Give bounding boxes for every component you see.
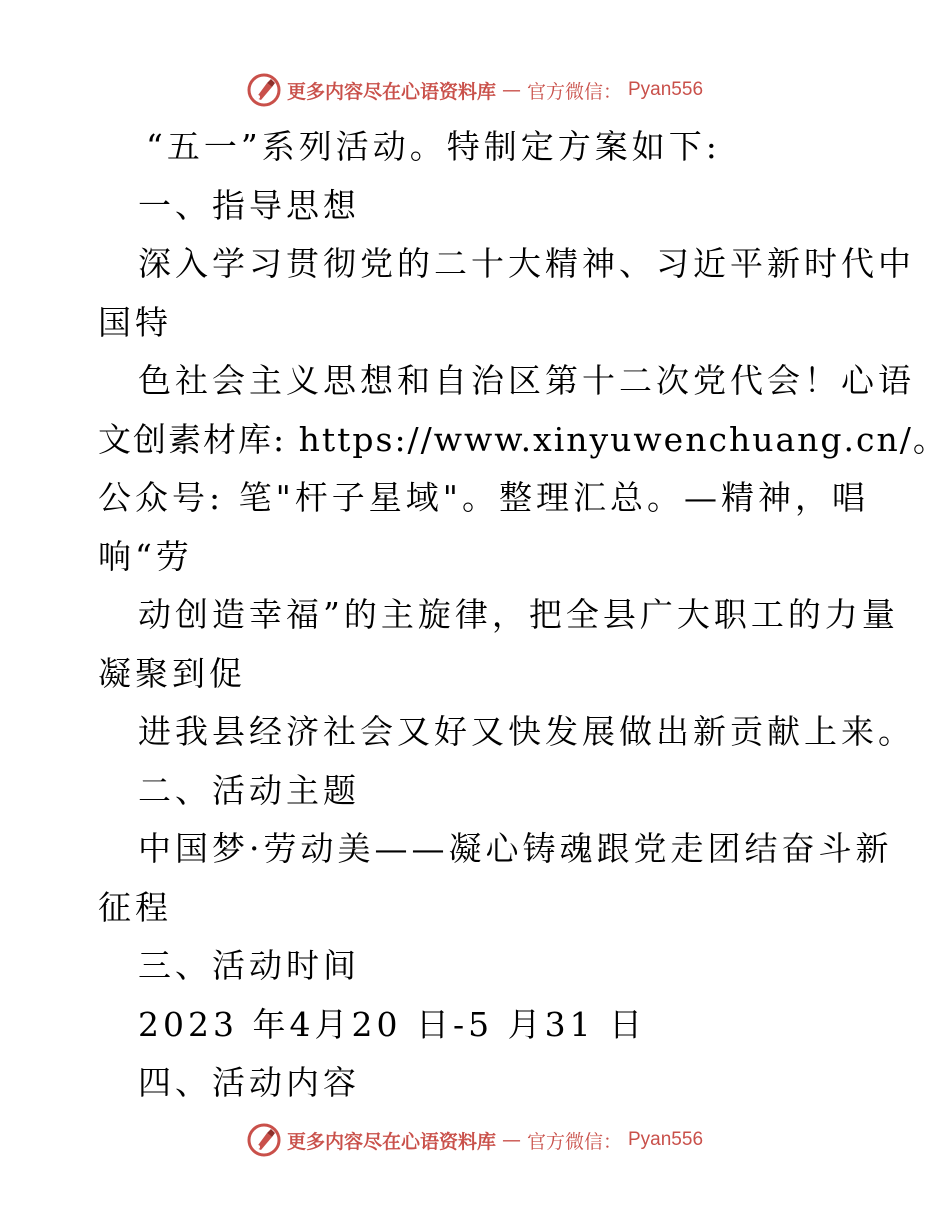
body-line: 征程 [98,887,172,927]
body-line: 响“劳 [98,536,193,576]
header-banner [0,70,950,110]
section-heading: 四、活动内容 [138,1063,360,1102]
document-body [98,118,948,1113]
body-line-date: 2023 年4月20 日-5 月31 日 [138,1004,647,1044]
section-heading: 一、指导思想 [138,185,360,225]
header-banner-wechat-id: Pyan556 [628,79,704,100]
footer-banner-wechat-id: Pyan556 [628,1129,704,1150]
header-banner-separator: — [501,79,521,101]
footer-banner-separator: — [501,1129,521,1151]
body-line: 中国梦·劳动美——凝心铸魂跟党走团结奋斗新 [138,829,893,868]
header-banner-content [247,73,703,107]
body-line: 国特 [98,302,172,342]
footer-banner [0,1120,950,1160]
body-line: 动创造幸福”的主旋律，把全县广大职工的力量 [138,595,899,634]
body-line: 文创素材库: https://www.xinyuwenchuang.cn/。 [98,419,948,459]
body-line: 凝聚到促 [98,653,246,693]
body-line: 色社会主义思想和自治区第十二次党代会！心语 [138,361,915,400]
header-banner-text: 更多内容尽在心语资料库 [286,80,496,103]
section-heading: 二、活动主题 [138,770,360,810]
footer-banner-content [247,1123,703,1157]
body-line: 进我县经济社会又好又快发展做出新贡献上来。 [138,712,915,751]
pen-nib-logo-icon [247,73,281,107]
pen-nib-logo-icon [247,1123,281,1157]
footer-banner-wechat-label: 官方微信： [526,1130,622,1153]
body-line: “五一”系列活动。特制定方案如下: [146,127,721,166]
section-heading: 三、活动时间 [138,946,360,985]
body-line: 深入学习贯彻党的二十大精神、习近平新时代中 [138,244,915,283]
header-banner-wechat-label: 官方微信： [526,80,622,103]
footer-banner-text: 更多内容尽在心语资料库 [286,1130,496,1153]
body-line: 公众号: 笔"杆子星域"。整理汇总。—精神，唱 [98,478,869,517]
